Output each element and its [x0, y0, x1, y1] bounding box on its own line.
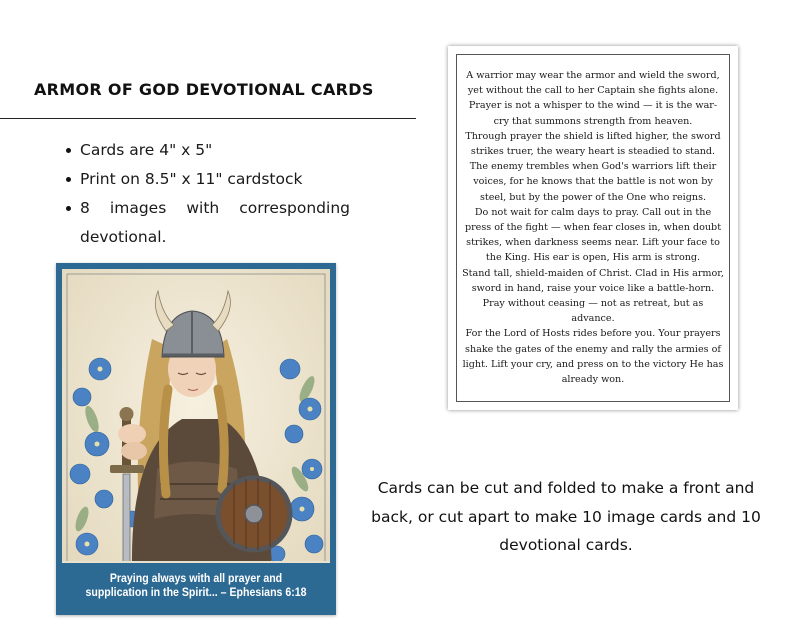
devotional-card-preview: [448, 46, 738, 410]
devotional-paragraph: Through prayer the shield is lifted higher, the sword strikes truer, the weary heart is steadied to stand. The enemy trembles when God's warriors lift their voices, for he knows that the battle is not won by steel, but by the power of the One who reigns.: [465, 130, 721, 203]
image-card-preview: [56, 263, 336, 615]
scripture-caption: Praying always with all prayer and supplication in the Spirit... – Ephesians 6:18: [85, 573, 307, 599]
image-card-artwork: [62, 269, 330, 609]
caption-band: [62, 561, 330, 609]
devotional-paragraph: Do not wait for calm days to pray. Call out in the press of the fight — when fear closes in, when doubt strikes, when darkness seems near. Lift your face to the King. His ear is open, His arm is strong.: [464, 206, 722, 264]
list-item: 8 images with corresponding devotional.: [64, 194, 350, 252]
list-item: Cards are 4" x 5": [64, 136, 350, 165]
devotional-paragraph: For the Lord of Hosts rides before you. Your prayers shake the gates of the enemy and rally the armies of light. Lift your cry, and press on to the victory He has already won.: [462, 328, 724, 386]
warrior-illustration: [62, 269, 330, 609]
feature-list: [64, 136, 350, 252]
list-item: Print on 8.5" x 11" cardstock: [64, 165, 350, 194]
devotional-text: [462, 68, 724, 387]
cutting-instructions: Cards can be cut and folded to make a front and back, or cut apart to make 10 image cards and 10 devotional cards.: [371, 479, 761, 554]
title-divider: [0, 118, 416, 119]
devotional-paragraph: A warrior may wear the armor and wield the sword, yet without the call to her Captain she fights alone. Prayer is not a whisper to the wind — it is the war-cry that summons strength from heaven.: [466, 70, 720, 127]
devotional-paragraph: Stand tall, shield-maiden of Christ. Clad in His armor, sword in hand, raise your voice like a battle-horn. Pray without ceasing — not as retreat, but as advance.: [462, 267, 724, 325]
page-title: ARMOR OF GOD DEVOTIONAL CARDS: [34, 80, 374, 99]
